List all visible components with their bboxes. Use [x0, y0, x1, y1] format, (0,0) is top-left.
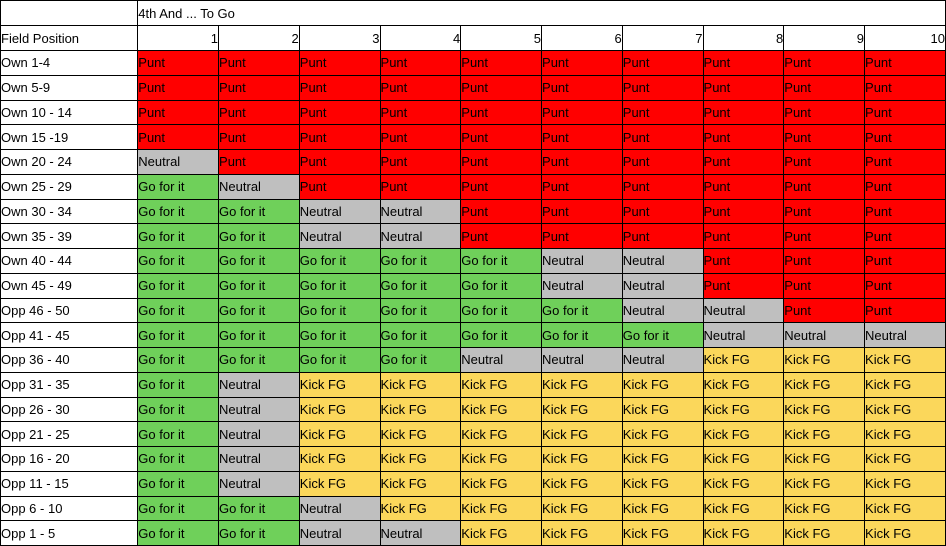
- cell-r1-c7: Punt: [622, 51, 703, 76]
- cell-r19-c5: Kick FG: [461, 496, 542, 521]
- cell-r4-c4: Punt: [380, 125, 461, 150]
- chart-title: 4th And ... To Go: [138, 1, 946, 26]
- cell-r8-c7: Punt: [622, 224, 703, 249]
- cell-r9-c6: Neutral: [542, 249, 623, 274]
- cell-r18-c9: Kick FG: [784, 471, 865, 496]
- table-row: [1, 125, 946, 150]
- cell-r17-c8: Kick FG: [703, 447, 784, 472]
- table-row: [1, 174, 946, 199]
- cell-r20-c6: Kick FG: [542, 521, 623, 546]
- cell-r9-c5: Go for it: [461, 249, 542, 274]
- cell-r19-c8: Kick FG: [703, 496, 784, 521]
- cell-r6-c4: Punt: [380, 174, 461, 199]
- cell-r17-c4: Kick FG: [380, 447, 461, 472]
- cell-r15-c4: Kick FG: [380, 397, 461, 422]
- cell-r14-c10: Kick FG: [865, 372, 946, 397]
- cell-r5-c10: Punt: [865, 150, 946, 175]
- cell-r2-c1: Punt: [138, 75, 219, 100]
- cell-r20-c8: Kick FG: [703, 521, 784, 546]
- cell-r1-c5: Punt: [461, 51, 542, 76]
- cell-r4-c1: Punt: [138, 125, 219, 150]
- table-row: [1, 521, 946, 546]
- cell-r4-c5: Punt: [461, 125, 542, 150]
- cell-r7-c3: Neutral: [299, 199, 380, 224]
- column-header-8: 8: [703, 26, 784, 51]
- row-header-19: Opp 6 - 10: [1, 496, 138, 521]
- cell-r13-c8: Kick FG: [703, 348, 784, 373]
- cell-r18-c7: Kick FG: [622, 471, 703, 496]
- cell-r6-c5: Punt: [461, 174, 542, 199]
- cell-r10-c4: Go for it: [380, 273, 461, 298]
- table-row: [1, 75, 946, 100]
- cell-r11-c7: Neutral: [622, 298, 703, 323]
- cell-r19-c6: Kick FG: [542, 496, 623, 521]
- table-row: [1, 273, 946, 298]
- cell-r20-c4: Neutral: [380, 521, 461, 546]
- cell-r6-c8: Punt: [703, 174, 784, 199]
- cell-r1-c2: Punt: [219, 51, 300, 76]
- cell-r13-c6: Neutral: [542, 348, 623, 373]
- cell-r3-c5: Punt: [461, 100, 542, 125]
- table-row: [1, 100, 946, 125]
- cell-r4-c7: Punt: [622, 125, 703, 150]
- cell-r13-c10: Kick FG: [865, 348, 946, 373]
- cell-r6-c3: Punt: [299, 174, 380, 199]
- cell-r16-c10: Kick FG: [865, 422, 946, 447]
- cell-r17-c10: Kick FG: [865, 447, 946, 472]
- cell-r13-c7: Neutral: [622, 348, 703, 373]
- cell-r16-c3: Kick FG: [299, 422, 380, 447]
- cell-r6-c7: Punt: [622, 174, 703, 199]
- row-header-12: Opp 41 - 45: [1, 323, 138, 348]
- cell-r12-c8: Neutral: [703, 323, 784, 348]
- table-row: [1, 372, 946, 397]
- cell-r6-c2: Neutral: [219, 174, 300, 199]
- cell-r10-c8: Punt: [703, 273, 784, 298]
- cell-r15-c8: Kick FG: [703, 397, 784, 422]
- cell-r1-c6: Punt: [542, 51, 623, 76]
- cell-r14-c6: Kick FG: [542, 372, 623, 397]
- table-row: [1, 224, 946, 249]
- cell-r3-c2: Punt: [219, 100, 300, 125]
- cell-r15-c6: Kick FG: [542, 397, 623, 422]
- column-header-2: 2: [219, 26, 300, 51]
- cell-r11-c2: Go for it: [219, 298, 300, 323]
- column-header-6: 6: [542, 26, 623, 51]
- cell-r2-c4: Punt: [380, 75, 461, 100]
- cell-r17-c9: Kick FG: [784, 447, 865, 472]
- cell-r12-c7: Go for it: [622, 323, 703, 348]
- cell-r2-c9: Punt: [784, 75, 865, 100]
- cell-r4-c8: Punt: [703, 125, 784, 150]
- cell-r5-c2: Punt: [219, 150, 300, 175]
- cell-r16-c9: Kick FG: [784, 422, 865, 447]
- row-header-11: Opp 46 - 50: [1, 298, 138, 323]
- column-header-7: 7: [622, 26, 703, 51]
- row-header-label: Field Position: [1, 26, 138, 51]
- cell-r20-c5: Kick FG: [461, 521, 542, 546]
- cell-r2-c5: Punt: [461, 75, 542, 100]
- cell-r14-c8: Kick FG: [703, 372, 784, 397]
- cell-r13-c1: Go for it: [138, 348, 219, 373]
- table-row: [1, 249, 946, 274]
- cell-r11-c8: Neutral: [703, 298, 784, 323]
- cell-r5-c5: Punt: [461, 150, 542, 175]
- row-header-20: Opp 1 - 5: [1, 521, 138, 546]
- cell-r1-c3: Punt: [299, 51, 380, 76]
- cell-r5-c8: Punt: [703, 150, 784, 175]
- cell-r11-c5: Go for it: [461, 298, 542, 323]
- cell-r8-c9: Punt: [784, 224, 865, 249]
- cell-r19-c3: Neutral: [299, 496, 380, 521]
- cell-r4-c10: Punt: [865, 125, 946, 150]
- row-header-16: Opp 21 - 25: [1, 422, 138, 447]
- cell-r13-c9: Kick FG: [784, 348, 865, 373]
- cell-r17-c6: Kick FG: [542, 447, 623, 472]
- cell-r18-c10: Kick FG: [865, 471, 946, 496]
- cell-r5-c7: Punt: [622, 150, 703, 175]
- cell-r14-c4: Kick FG: [380, 372, 461, 397]
- cell-r5-c4: Punt: [380, 150, 461, 175]
- cell-r7-c8: Punt: [703, 199, 784, 224]
- column-header-5: 5: [461, 26, 542, 51]
- cell-r9-c10: Punt: [865, 249, 946, 274]
- cell-r9-c4: Go for it: [380, 249, 461, 274]
- cell-r18-c3: Kick FG: [299, 471, 380, 496]
- cell-r8-c10: Punt: [865, 224, 946, 249]
- cell-r10-c7: Neutral: [622, 273, 703, 298]
- cell-r12-c2: Go for it: [219, 323, 300, 348]
- cell-r3-c3: Punt: [299, 100, 380, 125]
- cell-r4-c3: Punt: [299, 125, 380, 150]
- cell-r3-c7: Punt: [622, 100, 703, 125]
- cell-r15-c1: Go for it: [138, 397, 219, 422]
- cell-r7-c4: Neutral: [380, 199, 461, 224]
- cell-r19-c1: Go for it: [138, 496, 219, 521]
- cell-r4-c9: Punt: [784, 125, 865, 150]
- cell-r8-c1: Go for it: [138, 224, 219, 249]
- cell-r2-c6: Punt: [542, 75, 623, 100]
- cell-r2-c2: Punt: [219, 75, 300, 100]
- cell-r17-c1: Go for it: [138, 447, 219, 472]
- cell-r7-c1: Go for it: [138, 199, 219, 224]
- cell-r17-c3: Kick FG: [299, 447, 380, 472]
- cell-r11-c4: Go for it: [380, 298, 461, 323]
- cell-r20-c3: Neutral: [299, 521, 380, 546]
- cell-r16-c4: Kick FG: [380, 422, 461, 447]
- cell-r4-c6: Punt: [542, 125, 623, 150]
- title-row: [1, 1, 946, 26]
- cell-r3-c6: Punt: [542, 100, 623, 125]
- cell-r16-c1: Go for it: [138, 422, 219, 447]
- table-row: [1, 447, 946, 472]
- cell-r6-c6: Punt: [542, 174, 623, 199]
- row-header-1: Own 1-4: [1, 51, 138, 76]
- cell-r14-c2: Neutral: [219, 372, 300, 397]
- column-header-9: 9: [784, 26, 865, 51]
- table-row: [1, 150, 946, 175]
- cell-r11-c9: Punt: [784, 298, 865, 323]
- table-row: [1, 422, 946, 447]
- cell-r20-c2: Go for it: [219, 521, 300, 546]
- cell-r11-c10: Punt: [865, 298, 946, 323]
- cell-r19-c2: Go for it: [219, 496, 300, 521]
- cell-r14-c9: Kick FG: [784, 372, 865, 397]
- cell-r9-c7: Neutral: [622, 249, 703, 274]
- cell-r8-c8: Punt: [703, 224, 784, 249]
- cell-r5-c6: Punt: [542, 150, 623, 175]
- cell-r10-c1: Go for it: [138, 273, 219, 298]
- cell-r7-c5: Punt: [461, 199, 542, 224]
- table-row: [1, 348, 946, 373]
- cell-r12-c9: Neutral: [784, 323, 865, 348]
- row-header-13: Opp 36 - 40: [1, 348, 138, 373]
- cell-r12-c5: Go for it: [461, 323, 542, 348]
- cell-r10-c2: Go for it: [219, 273, 300, 298]
- cell-r5-c3: Punt: [299, 150, 380, 175]
- table-header: [1, 1, 946, 51]
- cell-r2-c10: Punt: [865, 75, 946, 100]
- cell-r16-c8: Kick FG: [703, 422, 784, 447]
- cell-r7-c7: Punt: [622, 199, 703, 224]
- cell-r19-c10: Kick FG: [865, 496, 946, 521]
- cell-r10-c10: Punt: [865, 273, 946, 298]
- cell-r8-c2: Go for it: [219, 224, 300, 249]
- cell-r10-c6: Neutral: [542, 273, 623, 298]
- cell-r4-c2: Punt: [219, 125, 300, 150]
- cell-r9-c1: Go for it: [138, 249, 219, 274]
- table-row: [1, 323, 946, 348]
- row-header-15: Opp 26 - 30: [1, 397, 138, 422]
- row-header-9: Own 40 - 44: [1, 249, 138, 274]
- row-header-18: Opp 11 - 15: [1, 471, 138, 496]
- cell-r18-c4: Kick FG: [380, 471, 461, 496]
- column-header-10: 10: [865, 26, 946, 51]
- cell-r19-c7: Kick FG: [622, 496, 703, 521]
- cell-r20-c1: Go for it: [138, 521, 219, 546]
- cell-r7-c9: Punt: [784, 199, 865, 224]
- cell-r14-c7: Kick FG: [622, 372, 703, 397]
- cell-r8-c5: Punt: [461, 224, 542, 249]
- cell-r20-c7: Kick FG: [622, 521, 703, 546]
- cell-r18-c8: Kick FG: [703, 471, 784, 496]
- cell-r5-c9: Punt: [784, 150, 865, 175]
- column-header-1: 1: [138, 26, 219, 51]
- cell-r3-c1: Punt: [138, 100, 219, 125]
- cell-r15-c9: Kick FG: [784, 397, 865, 422]
- cell-r16-c5: Kick FG: [461, 422, 542, 447]
- cell-r11-c3: Go for it: [299, 298, 380, 323]
- cell-r15-c10: Kick FG: [865, 397, 946, 422]
- corner-blank-cell: [1, 1, 138, 26]
- cell-r1-c8: Punt: [703, 51, 784, 76]
- cell-r9-c2: Go for it: [219, 249, 300, 274]
- cell-r14-c3: Kick FG: [299, 372, 380, 397]
- cell-r13-c5: Neutral: [461, 348, 542, 373]
- cell-r2-c7: Punt: [622, 75, 703, 100]
- table-row: [1, 496, 946, 521]
- cell-r12-c4: Go for it: [380, 323, 461, 348]
- cell-r20-c9: Kick FG: [784, 521, 865, 546]
- cell-r8-c6: Punt: [542, 224, 623, 249]
- cell-r15-c5: Kick FG: [461, 397, 542, 422]
- cell-r18-c2: Neutral: [219, 471, 300, 496]
- column-header-row: [1, 26, 946, 51]
- cell-r16-c7: Kick FG: [622, 422, 703, 447]
- cell-r18-c5: Kick FG: [461, 471, 542, 496]
- cell-r15-c2: Neutral: [219, 397, 300, 422]
- cell-r11-c1: Go for it: [138, 298, 219, 323]
- cell-r7-c2: Go for it: [219, 199, 300, 224]
- cell-r3-c10: Punt: [865, 100, 946, 125]
- row-header-5: Own 20 - 24: [1, 150, 138, 175]
- cell-r19-c4: Kick FG: [380, 496, 461, 521]
- cell-r1-c4: Punt: [380, 51, 461, 76]
- cell-r15-c3: Kick FG: [299, 397, 380, 422]
- cell-r17-c2: Neutral: [219, 447, 300, 472]
- cell-r18-c1: Go for it: [138, 471, 219, 496]
- cell-r5-c1: Neutral: [138, 150, 219, 175]
- cell-r6-c1: Go for it: [138, 174, 219, 199]
- cell-r1-c10: Punt: [865, 51, 946, 76]
- cell-r1-c9: Punt: [784, 51, 865, 76]
- row-header-2: Own 5-9: [1, 75, 138, 100]
- table-row: [1, 298, 946, 323]
- cell-r12-c6: Go for it: [542, 323, 623, 348]
- cell-r3-c8: Punt: [703, 100, 784, 125]
- cell-r7-c6: Punt: [542, 199, 623, 224]
- cell-r12-c3: Go for it: [299, 323, 380, 348]
- column-header-4: 4: [380, 26, 461, 51]
- cell-r18-c6: Kick FG: [542, 471, 623, 496]
- cell-r6-c10: Punt: [865, 174, 946, 199]
- cell-r14-c5: Kick FG: [461, 372, 542, 397]
- cell-r11-c6: Go for it: [542, 298, 623, 323]
- cell-r13-c3: Go for it: [299, 348, 380, 373]
- cell-r10-c3: Go for it: [299, 273, 380, 298]
- cell-r10-c9: Punt: [784, 273, 865, 298]
- cell-r9-c8: Punt: [703, 249, 784, 274]
- row-header-7: Own 30 - 34: [1, 199, 138, 224]
- row-header-10: Own 45 - 49: [1, 273, 138, 298]
- table-row: [1, 397, 946, 422]
- cell-r14-c1: Go for it: [138, 372, 219, 397]
- cell-r7-c10: Punt: [865, 199, 946, 224]
- cell-r12-c1: Go for it: [138, 323, 219, 348]
- cell-r10-c5: Go for it: [461, 273, 542, 298]
- row-header-17: Opp 16 - 20: [1, 447, 138, 472]
- cell-r1-c1: Punt: [138, 51, 219, 76]
- table-row: [1, 471, 946, 496]
- cell-r15-c7: Kick FG: [622, 397, 703, 422]
- cell-r6-c9: Punt: [784, 174, 865, 199]
- cell-r12-c10: Neutral: [865, 323, 946, 348]
- cell-r13-c2: Go for it: [219, 348, 300, 373]
- table-body: [1, 51, 946, 546]
- cell-r8-c4: Neutral: [380, 224, 461, 249]
- row-header-3: Own 10 - 14: [1, 100, 138, 125]
- cell-r9-c3: Go for it: [299, 249, 380, 274]
- cell-r20-c10: Kick FG: [865, 521, 946, 546]
- cell-r3-c4: Punt: [380, 100, 461, 125]
- row-header-4: Own 15 -19: [1, 125, 138, 150]
- cell-r17-c5: Kick FG: [461, 447, 542, 472]
- cell-r19-c9: Kick FG: [784, 496, 865, 521]
- cell-r8-c3: Neutral: [299, 224, 380, 249]
- cell-r13-c4: Go for it: [380, 348, 461, 373]
- cell-r2-c3: Punt: [299, 75, 380, 100]
- cell-r16-c2: Neutral: [219, 422, 300, 447]
- row-header-8: Own 35 - 39: [1, 224, 138, 249]
- row-header-14: Opp 31 - 35: [1, 372, 138, 397]
- cell-r2-c8: Punt: [703, 75, 784, 100]
- table-row: [1, 199, 946, 224]
- row-header-6: Own 25 - 29: [1, 174, 138, 199]
- table-row: [1, 51, 946, 76]
- cell-r16-c6: Kick FG: [542, 422, 623, 447]
- column-header-3: 3: [299, 26, 380, 51]
- cell-r3-c9: Punt: [784, 100, 865, 125]
- cell-r9-c9: Punt: [784, 249, 865, 274]
- cell-r17-c7: Kick FG: [622, 447, 703, 472]
